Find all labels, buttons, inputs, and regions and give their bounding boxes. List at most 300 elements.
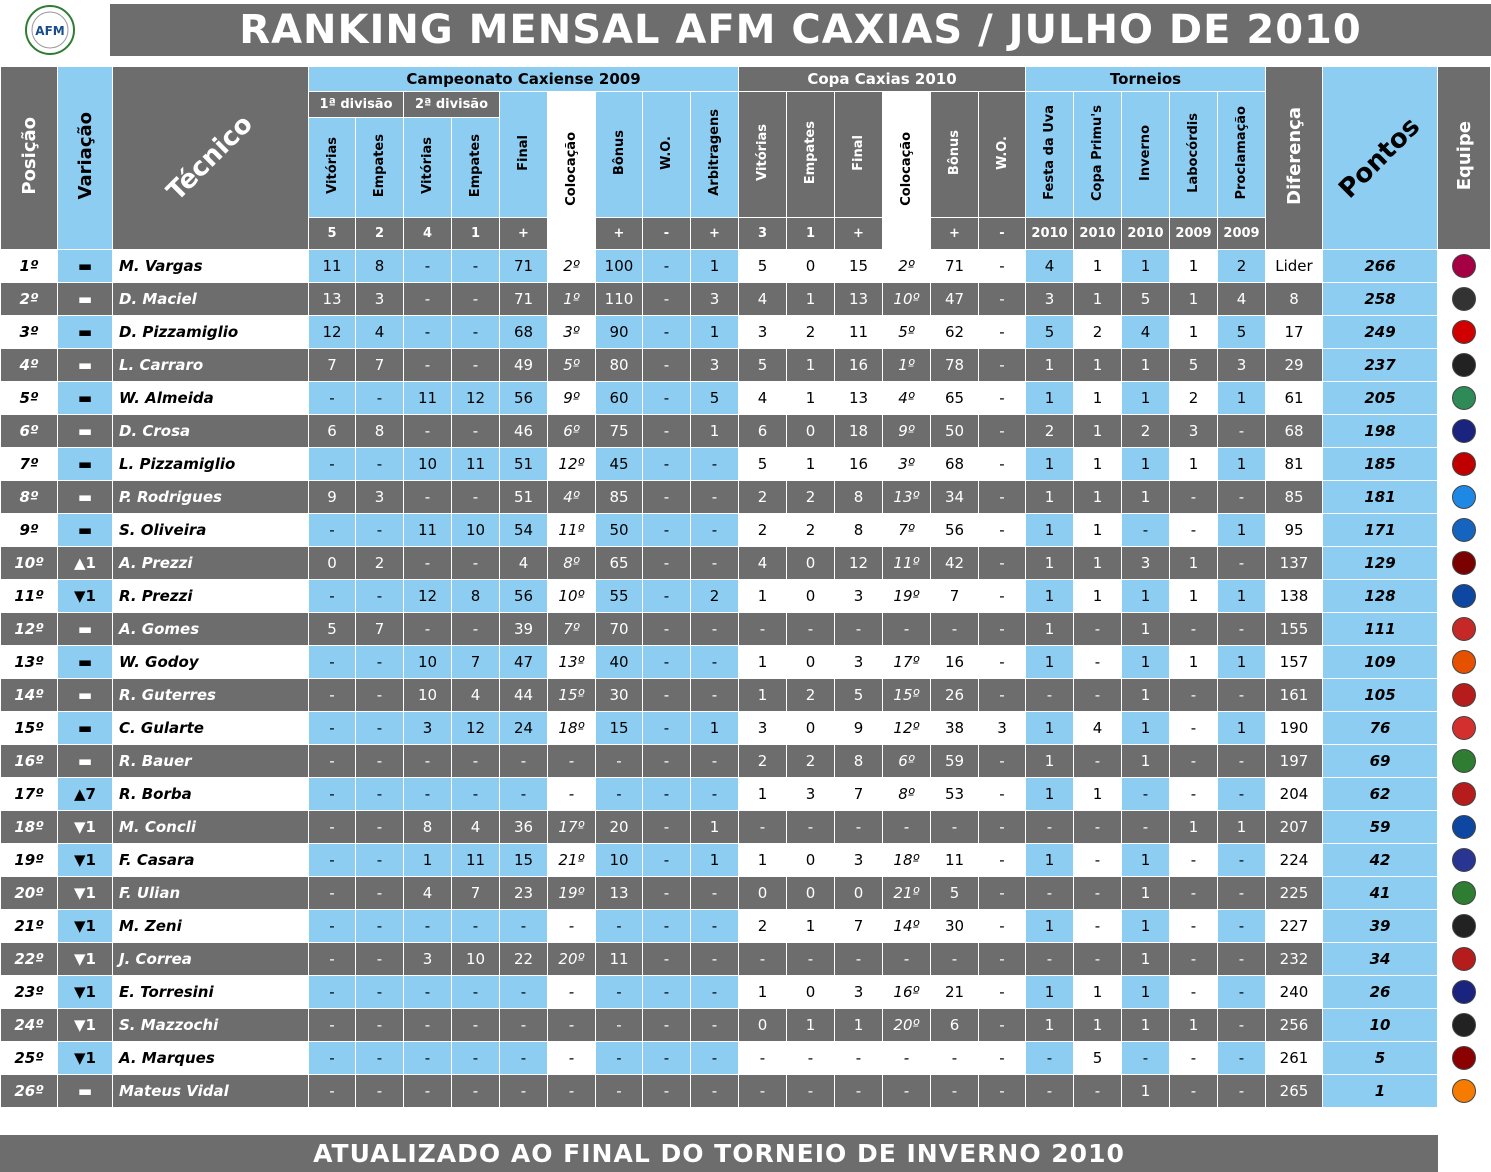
cell-v1: -	[309, 844, 356, 877]
cell-cw: 3	[979, 712, 1026, 745]
cell-v1: 0	[309, 547, 356, 580]
team-badge-icon	[1452, 848, 1476, 872]
cell-bon: 13	[596, 877, 643, 910]
cell-dif: 225	[1266, 877, 1323, 910]
team-badge-icon	[1452, 1079, 1476, 1103]
cell-e2: -	[452, 976, 500, 1009]
cell-var: ▬	[58, 448, 113, 481]
cell-ce: 0	[787, 646, 835, 679]
footer-note: ATUALIZADO AO FINAL DO TORNEIO DE INVERNO 2010	[0, 1135, 1438, 1172]
cell-t2: 5	[1074, 1042, 1122, 1075]
cell-cw: -	[979, 877, 1026, 910]
cell-arb: 1	[691, 316, 739, 349]
cell-var: ▼1	[58, 811, 113, 844]
cell-e1: -	[356, 1075, 404, 1108]
weight-cell: 3	[739, 218, 787, 250]
cell-bon: 60	[596, 382, 643, 415]
team-badge-icon	[1452, 980, 1476, 1004]
cell-pos: 10º	[1, 547, 58, 580]
cell-v2: 1	[404, 844, 452, 877]
team-badge-cell	[1438, 877, 1491, 910]
table-row	[1, 1042, 1491, 1075]
cell-t5: 1	[1218, 646, 1266, 679]
cell-v1: -	[309, 580, 356, 613]
team-badge-cell	[1438, 580, 1491, 613]
table-row	[1, 811, 1491, 844]
cell-col: 5º	[548, 349, 596, 382]
cell-t2: 1	[1074, 1009, 1122, 1042]
cell-t4: -	[1170, 745, 1218, 778]
cell-wo: -	[643, 613, 691, 646]
cell-cc: 13º	[883, 481, 931, 514]
cell-v1: -	[309, 745, 356, 778]
cell-ce: 0	[787, 976, 835, 1009]
table-row	[1, 481, 1491, 514]
table-row	[1, 745, 1491, 778]
cell-var: ▬	[58, 1075, 113, 1108]
cell-cf: -	[835, 1042, 883, 1075]
cell-arb: -	[691, 976, 739, 1009]
team-badge-cell	[1438, 613, 1491, 646]
cell-pts: 249	[1323, 316, 1438, 349]
team-badge-icon	[1452, 1046, 1476, 1070]
team-badge-cell	[1438, 382, 1491, 415]
cell-name: M. Concli	[113, 811, 309, 844]
weight-cell: -	[643, 218, 691, 250]
team-badge-icon	[1452, 617, 1476, 641]
weight-cell: +	[500, 218, 548, 250]
cell-wo: -	[643, 778, 691, 811]
cell-ce: 2	[787, 481, 835, 514]
cell-t1: 1	[1026, 613, 1074, 646]
cell-cb: 50	[931, 415, 979, 448]
cell-t3: 1	[1122, 976, 1170, 1009]
cell-fin: -	[500, 745, 548, 778]
cell-bon: 65	[596, 547, 643, 580]
cell-e2: -	[452, 613, 500, 646]
cell-cc: 4º	[883, 382, 931, 415]
cell-e2: -	[452, 481, 500, 514]
header-copa-colocacao: Colocação	[883, 92, 931, 250]
cell-fin: 71	[500, 283, 548, 316]
cell-cf: 9	[835, 712, 883, 745]
cell-ce: 2	[787, 316, 835, 349]
cell-wo: -	[643, 349, 691, 382]
cell-cv: -	[739, 1075, 787, 1108]
cell-t4: -	[1170, 778, 1218, 811]
cell-dif: 61	[1266, 382, 1323, 415]
cell-wo: -	[643, 910, 691, 943]
cell-cf: -	[835, 613, 883, 646]
cell-t2: -	[1074, 811, 1122, 844]
table-row	[1, 514, 1491, 547]
cell-col: -	[548, 1042, 596, 1075]
cell-bon: -	[596, 1009, 643, 1042]
cell-cc: -	[883, 811, 931, 844]
header-posicao: Posição	[1, 67, 58, 250]
cell-dif: 161	[1266, 679, 1323, 712]
cell-e2: 10	[452, 514, 500, 547]
cell-cf: 7	[835, 778, 883, 811]
cell-cv: 3	[739, 712, 787, 745]
cell-pts: 26	[1323, 976, 1438, 1009]
cell-pts: 59	[1323, 811, 1438, 844]
team-badge-icon	[1452, 419, 1476, 443]
cell-name: A. Prezzi	[113, 547, 309, 580]
cell-pts: 128	[1323, 580, 1438, 613]
cell-t2: -	[1074, 1075, 1122, 1108]
cell-cc: 7º	[883, 514, 931, 547]
cell-t1: -	[1026, 1042, 1074, 1075]
cell-cw: -	[979, 349, 1026, 382]
cell-arb: -	[691, 1042, 739, 1075]
header-div2-empates: Empates	[452, 118, 500, 218]
table-row	[1, 943, 1491, 976]
cell-cc: 21º	[883, 877, 931, 910]
cell-e1: 8	[356, 250, 404, 283]
cell-t3: 2	[1122, 415, 1170, 448]
cell-pts: 39	[1323, 910, 1438, 943]
cell-col: 21º	[548, 844, 596, 877]
cell-wo: -	[643, 580, 691, 613]
table-row	[1, 382, 1491, 415]
cell-cb: 62	[931, 316, 979, 349]
team-badge-icon	[1452, 914, 1476, 938]
cell-e1: 2	[356, 547, 404, 580]
cell-t2: -	[1074, 745, 1122, 778]
cell-cb: 26	[931, 679, 979, 712]
cell-t4: -	[1170, 1075, 1218, 1108]
cell-pts: 171	[1323, 514, 1438, 547]
cell-pos: 11º	[1, 580, 58, 613]
header-colocacao: Colocação	[548, 92, 596, 250]
table-row	[1, 976, 1491, 1009]
cell-e1: 4	[356, 316, 404, 349]
cell-e2: 8	[452, 580, 500, 613]
cell-pts: 5	[1323, 1042, 1438, 1075]
cell-arb: 3	[691, 283, 739, 316]
cell-fin: -	[500, 976, 548, 1009]
team-badge-icon	[1452, 749, 1476, 773]
cell-pts: 185	[1323, 448, 1438, 481]
cell-wo: -	[643, 646, 691, 679]
cell-var: ▬	[58, 382, 113, 415]
team-badge-cell	[1438, 1009, 1491, 1042]
cell-var: ▬	[58, 646, 113, 679]
cell-cw: -	[979, 547, 1026, 580]
cell-t1: 3	[1026, 283, 1074, 316]
cell-e1: -	[356, 910, 404, 943]
cell-v2: 3	[404, 943, 452, 976]
cell-t1: -	[1026, 943, 1074, 976]
cell-col: 19º	[548, 877, 596, 910]
cell-cf: -	[835, 1075, 883, 1108]
cell-wo: -	[643, 1009, 691, 1042]
cell-dif: 29	[1266, 349, 1323, 382]
cell-v2: 10	[404, 646, 452, 679]
cell-col: -	[548, 910, 596, 943]
cell-bon: 80	[596, 349, 643, 382]
cell-cw: -	[979, 1042, 1026, 1075]
cell-v1: -	[309, 943, 356, 976]
team-badge-cell	[1438, 250, 1491, 283]
cell-t3: 1	[1122, 1075, 1170, 1108]
team-badge-cell	[1438, 646, 1491, 679]
cell-name: A. Gomes	[113, 613, 309, 646]
cell-bon: 50	[596, 514, 643, 547]
cell-col: 9º	[548, 382, 596, 415]
cell-name: E. Torresini	[113, 976, 309, 1009]
cell-pos: 14º	[1, 679, 58, 712]
weight-cell: 2009	[1170, 218, 1218, 250]
cell-t5: -	[1218, 844, 1266, 877]
cell-fin: -	[500, 910, 548, 943]
cell-cv: 1	[739, 646, 787, 679]
cell-ce: -	[787, 613, 835, 646]
cell-var: ▬	[58, 316, 113, 349]
cell-t1: -	[1026, 1075, 1074, 1108]
cell-var: ▬	[58, 415, 113, 448]
cell-arb: -	[691, 778, 739, 811]
cell-var: ▼1	[58, 1009, 113, 1042]
cell-t4: -	[1170, 943, 1218, 976]
cell-cc: -	[883, 1042, 931, 1075]
cell-fin: 44	[500, 679, 548, 712]
cell-t4: 1	[1170, 547, 1218, 580]
cell-t1: 1	[1026, 514, 1074, 547]
cell-cf: 13	[835, 382, 883, 415]
cell-cb: 16	[931, 646, 979, 679]
cell-pos: 7º	[1, 448, 58, 481]
cell-fin: 68	[500, 316, 548, 349]
cell-cf: 1	[835, 1009, 883, 1042]
cell-v2: -	[404, 778, 452, 811]
cell-name: P. Rodrigues	[113, 481, 309, 514]
cell-fin: 23	[500, 877, 548, 910]
team-badge-cell	[1438, 811, 1491, 844]
cell-e1: -	[356, 580, 404, 613]
cell-t5: 1	[1218, 712, 1266, 745]
cell-cv: 0	[739, 1009, 787, 1042]
cell-cw: -	[979, 250, 1026, 283]
cell-name: D. Maciel	[113, 283, 309, 316]
team-badge-cell	[1438, 415, 1491, 448]
cell-cb: 53	[931, 778, 979, 811]
table-row	[1, 778, 1491, 811]
cell-fin: 46	[500, 415, 548, 448]
team-badge-icon	[1452, 551, 1476, 575]
cell-cf: 3	[835, 646, 883, 679]
weight-cell: 2010	[1074, 218, 1122, 250]
table-header	[1, 67, 1491, 250]
cell-t2: 1	[1074, 580, 1122, 613]
cell-var: ▼1	[58, 910, 113, 943]
team-badge-icon	[1452, 485, 1476, 509]
cell-name: L. Pizzamiglio	[113, 448, 309, 481]
cell-e2: -	[452, 250, 500, 283]
team-badge-cell	[1438, 481, 1491, 514]
header-copa-bonus: Bônus	[931, 92, 979, 218]
team-badge-icon	[1452, 683, 1476, 707]
cell-v1: 12	[309, 316, 356, 349]
cell-t4: 1	[1170, 316, 1218, 349]
team-badge-cell	[1438, 448, 1491, 481]
cell-t4: -	[1170, 976, 1218, 1009]
team-badge-icon	[1452, 518, 1476, 542]
team-badge-icon	[1452, 716, 1476, 740]
cell-wo: -	[643, 448, 691, 481]
cell-t5: 1	[1218, 580, 1266, 613]
weight-cell: +	[691, 218, 739, 250]
cell-cc: 12º	[883, 712, 931, 745]
cell-cw: -	[979, 316, 1026, 349]
cell-v2: 12	[404, 580, 452, 613]
page-title: RANKING MENSAL AFM CAXIAS / JULHO DE 2010	[110, 4, 1491, 56]
cell-t4: -	[1170, 613, 1218, 646]
cell-v1: 5	[309, 613, 356, 646]
cell-ce: 1	[787, 283, 835, 316]
cell-col: 18º	[548, 712, 596, 745]
cell-dif: 265	[1266, 1075, 1323, 1108]
weight-cell: +	[835, 218, 883, 250]
cell-t3: 1	[1122, 613, 1170, 646]
cell-t3: 1	[1122, 580, 1170, 613]
cell-v1: -	[309, 382, 356, 415]
cell-e1: -	[356, 745, 404, 778]
table-row	[1, 448, 1491, 481]
cell-cb: 38	[931, 712, 979, 745]
cell-v1: 7	[309, 349, 356, 382]
cell-cw: -	[979, 613, 1026, 646]
cell-t2: -	[1074, 613, 1122, 646]
cell-t5: 5	[1218, 316, 1266, 349]
cell-e2: 4	[452, 811, 500, 844]
cell-cc: 15º	[883, 679, 931, 712]
cell-fin: 22	[500, 943, 548, 976]
cell-pts: 111	[1323, 613, 1438, 646]
cell-t2: 1	[1074, 448, 1122, 481]
cell-var: ▼1	[58, 1042, 113, 1075]
cell-col: -	[548, 976, 596, 1009]
cell-e2: 11	[452, 844, 500, 877]
cell-cv: 1	[739, 778, 787, 811]
cell-t4: 3	[1170, 415, 1218, 448]
team-badge-icon	[1452, 584, 1476, 608]
team-badge-cell	[1438, 679, 1491, 712]
group-copa: Copa Caxias 2010	[739, 67, 1026, 92]
cell-cw: -	[979, 943, 1026, 976]
cell-t2: 1	[1074, 481, 1122, 514]
cell-wo: -	[643, 1075, 691, 1108]
cell-name: S. Oliveira	[113, 514, 309, 547]
cell-arb: 1	[691, 811, 739, 844]
cell-cf: 13	[835, 283, 883, 316]
cell-t3: 3	[1122, 547, 1170, 580]
team-badge-cell	[1438, 1042, 1491, 1075]
table-row	[1, 1009, 1491, 1042]
team-badge-cell	[1438, 778, 1491, 811]
cell-t2: 1	[1074, 547, 1122, 580]
cell-cf: 16	[835, 448, 883, 481]
team-badge-icon	[1452, 650, 1476, 674]
cell-pos: 18º	[1, 811, 58, 844]
cell-cb: 59	[931, 745, 979, 778]
cell-t3: 1	[1122, 349, 1170, 382]
cell-dif: 190	[1266, 712, 1323, 745]
cell-t3: -	[1122, 811, 1170, 844]
cell-t3: 4	[1122, 316, 1170, 349]
cell-t4: 1	[1170, 250, 1218, 283]
cell-cc: 10º	[883, 283, 931, 316]
cell-cc: 18º	[883, 844, 931, 877]
cell-cw: -	[979, 283, 1026, 316]
cell-bon: 55	[596, 580, 643, 613]
cell-v2: -	[404, 250, 452, 283]
cell-t1: -	[1026, 811, 1074, 844]
cell-cv: 1	[739, 580, 787, 613]
cell-col: 1º	[548, 283, 596, 316]
cell-cf: 3	[835, 976, 883, 1009]
cell-t1: 1	[1026, 712, 1074, 745]
cell-t2: 2	[1074, 316, 1122, 349]
cell-var: ▼1	[58, 844, 113, 877]
ranking-table	[0, 66, 1491, 1108]
cell-ce: 0	[787, 877, 835, 910]
cell-cw: -	[979, 580, 1026, 613]
cell-cb: -	[931, 943, 979, 976]
cell-t1: 2	[1026, 415, 1074, 448]
cell-cw: -	[979, 514, 1026, 547]
cell-ce: 0	[787, 250, 835, 283]
cell-v2: -	[404, 613, 452, 646]
cell-t3: 1	[1122, 943, 1170, 976]
cell-cv: -	[739, 1042, 787, 1075]
cell-v1: -	[309, 877, 356, 910]
cell-fin: 71	[500, 250, 548, 283]
cell-t3: 1	[1122, 712, 1170, 745]
cell-pos: 9º	[1, 514, 58, 547]
ranking-rows	[1, 250, 1491, 1108]
cell-bon: -	[596, 1042, 643, 1075]
cell-v2: 10	[404, 448, 452, 481]
cell-wo: -	[643, 1042, 691, 1075]
cell-e1: -	[356, 679, 404, 712]
team-badge-cell	[1438, 514, 1491, 547]
cell-t5: -	[1218, 976, 1266, 1009]
cell-fin: 15	[500, 844, 548, 877]
cell-arb: -	[691, 1009, 739, 1042]
cell-cv: 0	[739, 877, 787, 910]
cell-cf: 3	[835, 844, 883, 877]
cell-ce: -	[787, 1042, 835, 1075]
table-row	[1, 415, 1491, 448]
cell-cw: -	[979, 910, 1026, 943]
weight-cell: 2009	[1218, 218, 1266, 250]
cell-cb: 34	[931, 481, 979, 514]
team-badge-cell	[1438, 1075, 1491, 1108]
cell-wo: -	[643, 283, 691, 316]
cell-col: -	[548, 1009, 596, 1042]
cell-t1: 1	[1026, 382, 1074, 415]
cell-name: W. Godoy	[113, 646, 309, 679]
cell-cb: -	[931, 613, 979, 646]
cell-var: ▬	[58, 349, 113, 382]
cell-col: 4º	[548, 481, 596, 514]
cell-dif: 224	[1266, 844, 1323, 877]
team-badge-icon	[1452, 947, 1476, 971]
cell-var: ▬	[58, 679, 113, 712]
cell-t4: 1	[1170, 811, 1218, 844]
